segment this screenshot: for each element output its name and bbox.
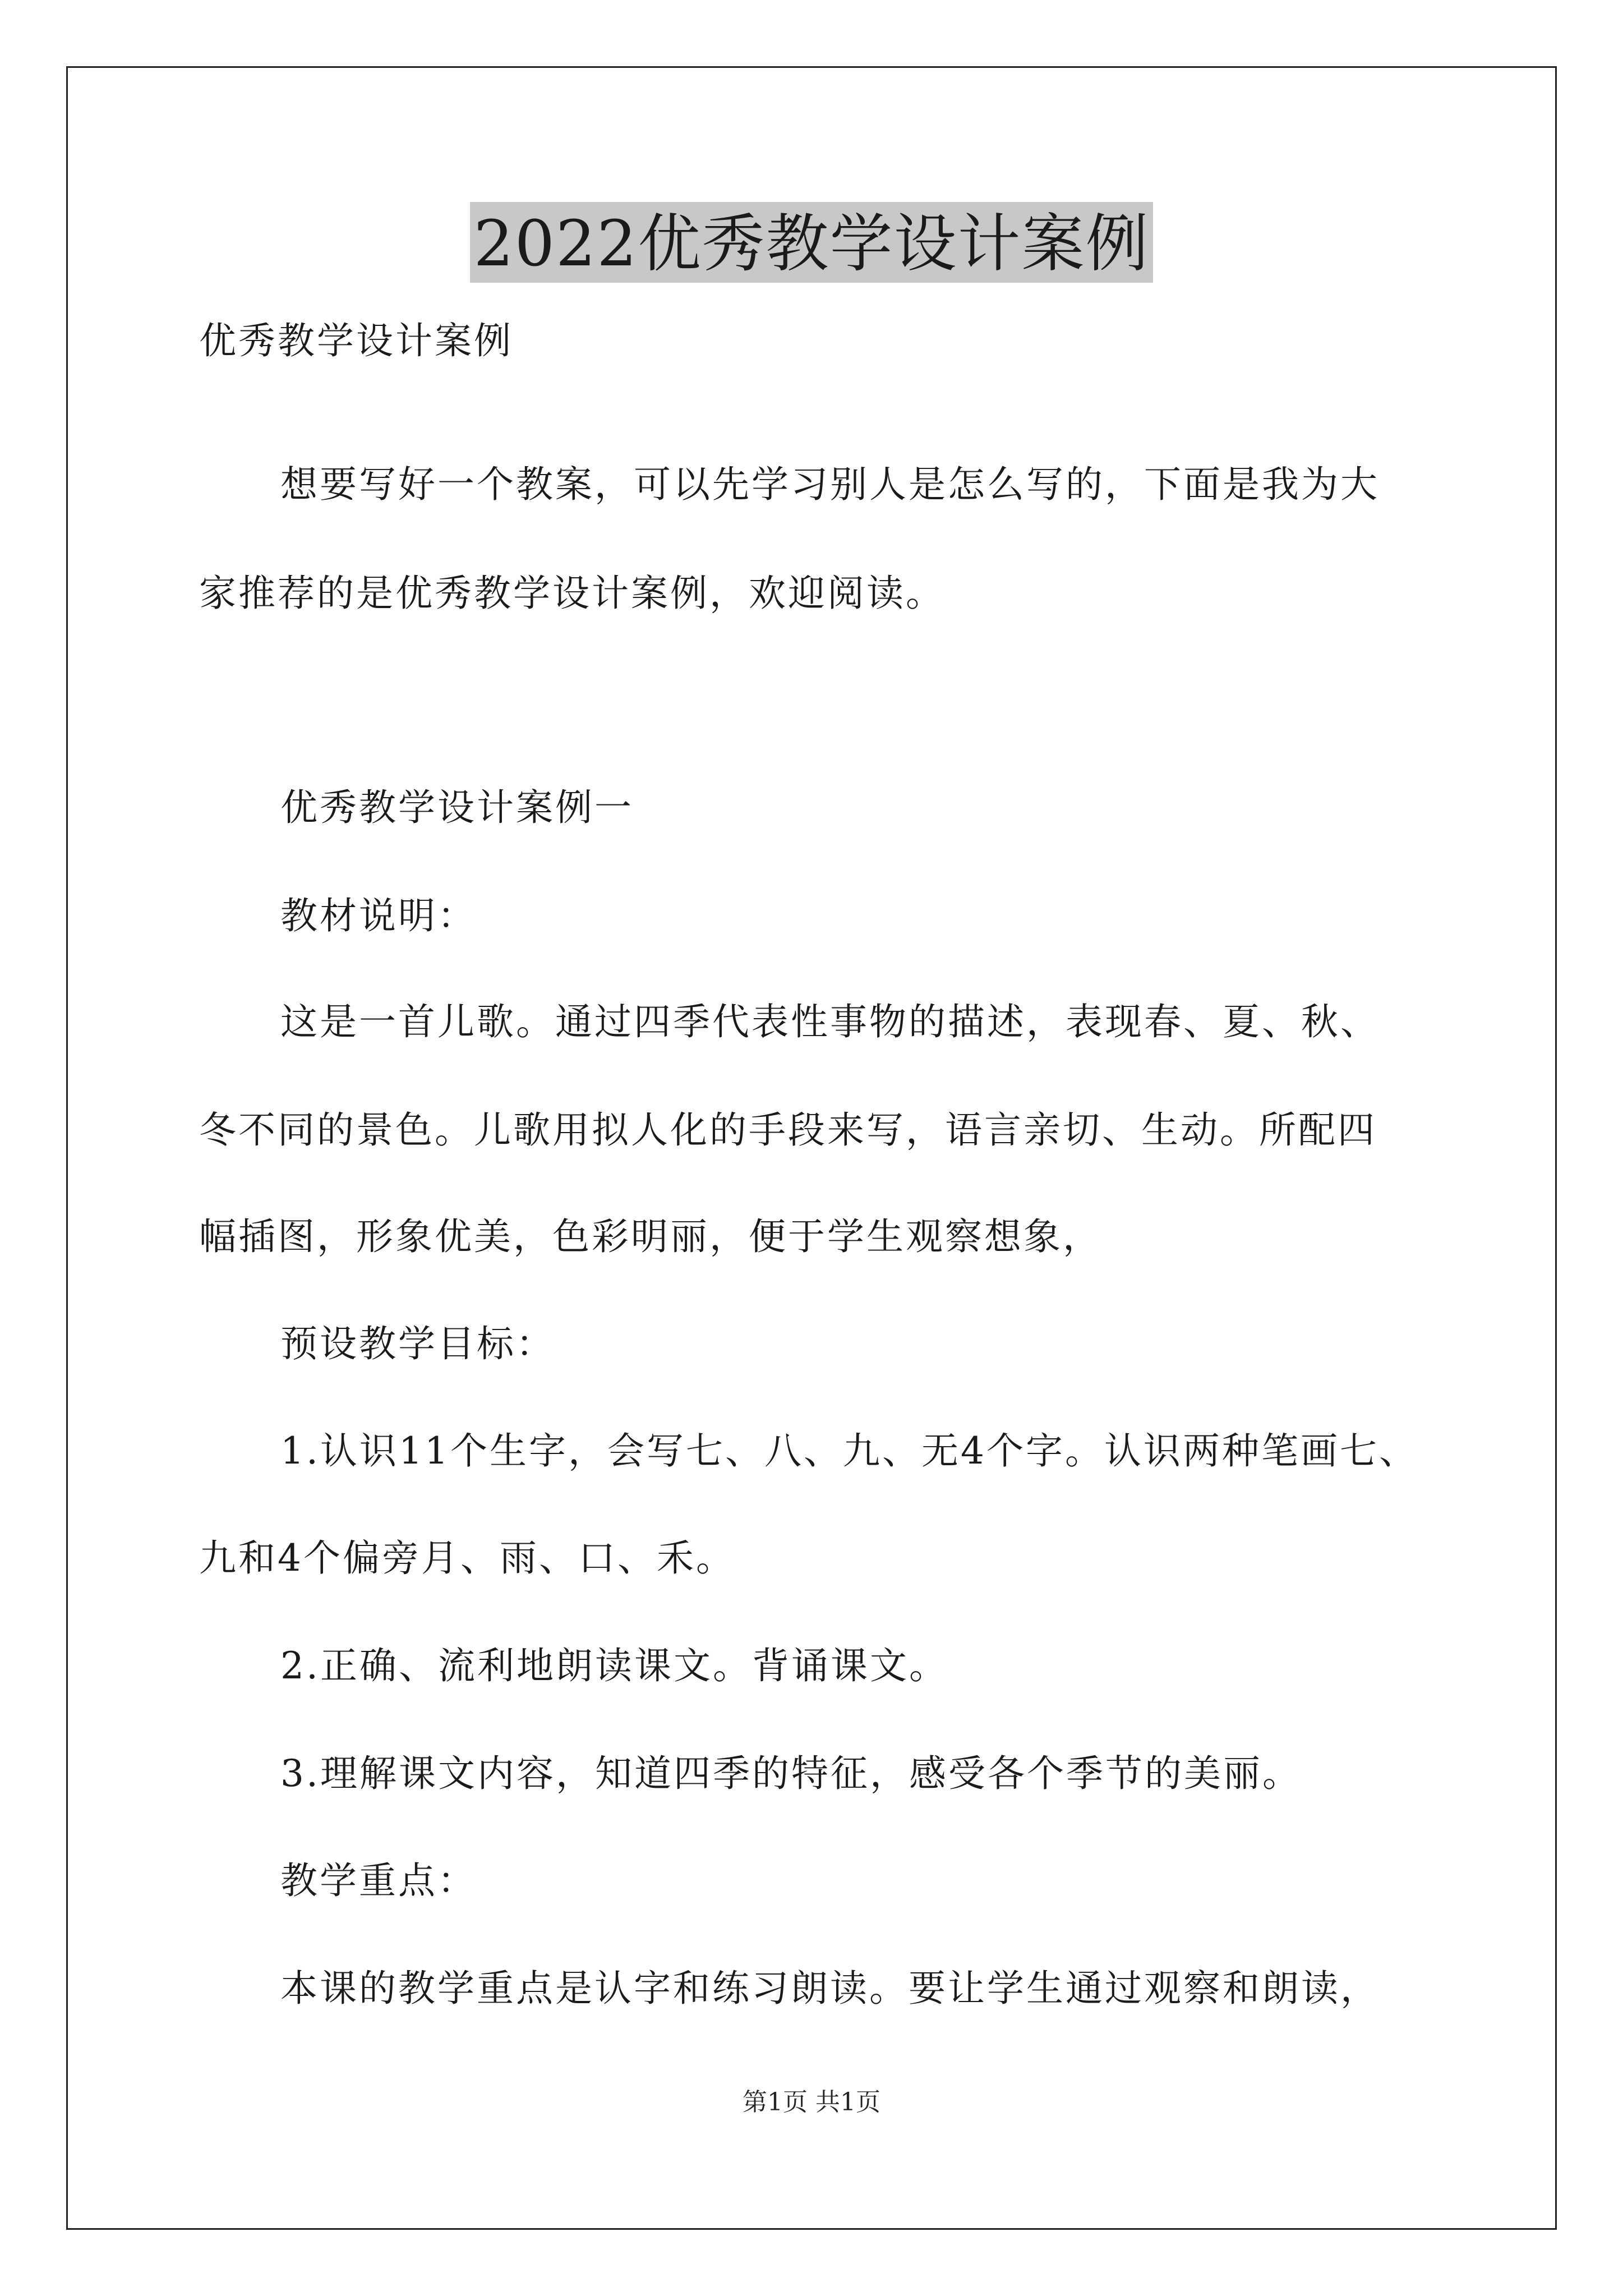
focus-heading: 教学重点： bbox=[280, 1859, 477, 1902]
goal-2-line: 2.正确、流利地朗读课文。背诵课文。 bbox=[280, 1644, 948, 1687]
page-footer: 第1页 共1页 bbox=[743, 2088, 880, 2116]
material-line-2: 冬不同的景色。儿歌用拟人化的手段来写，语言亲切、生动。所配四 bbox=[199, 1108, 1377, 1152]
material-line-1: 这是一首儿歌。通过四季代表性事物的描述，表现春、夏、秋、 bbox=[280, 1000, 1380, 1043]
goal-1-line-1: 1.认识11个生字，会写七、八、九、无4个字。认识两种笔画七、 bbox=[280, 1429, 1418, 1473]
subtitle-line: 优秀教学设计案例 bbox=[199, 319, 513, 362]
intro-line-1: 想要写好一个教案，可以先学习别人是怎么写的，下面是我为大 bbox=[280, 463, 1380, 506]
goal-1-line-2: 九和4个偏旁月、雨、口、禾。 bbox=[199, 1536, 735, 1580]
section-heading: 优秀教学设计案例一 bbox=[280, 786, 634, 829]
intro-line-2: 家推荐的是优秀教学设计案例，欢迎阅读。 bbox=[199, 572, 945, 615]
material-line-3: 幅插图，形象优美，色彩明丽，便于学生观察想象， bbox=[199, 1215, 1102, 1258]
document-title: 2022优秀教学设计案例 bbox=[470, 202, 1152, 283]
focus-line-1: 本课的教学重点是认字和练习朗读。要让学生通过观察和朗读， bbox=[280, 1967, 1380, 2010]
goal-3-line: 3.理解课文内容，知道四季的特征，感受各个季节的美丽。 bbox=[280, 1752, 1302, 1795]
material-heading: 教材说明： bbox=[280, 894, 477, 937]
title-container bbox=[0, 202, 1623, 283]
goals-heading: 预设教学目标： bbox=[280, 1322, 555, 1365]
